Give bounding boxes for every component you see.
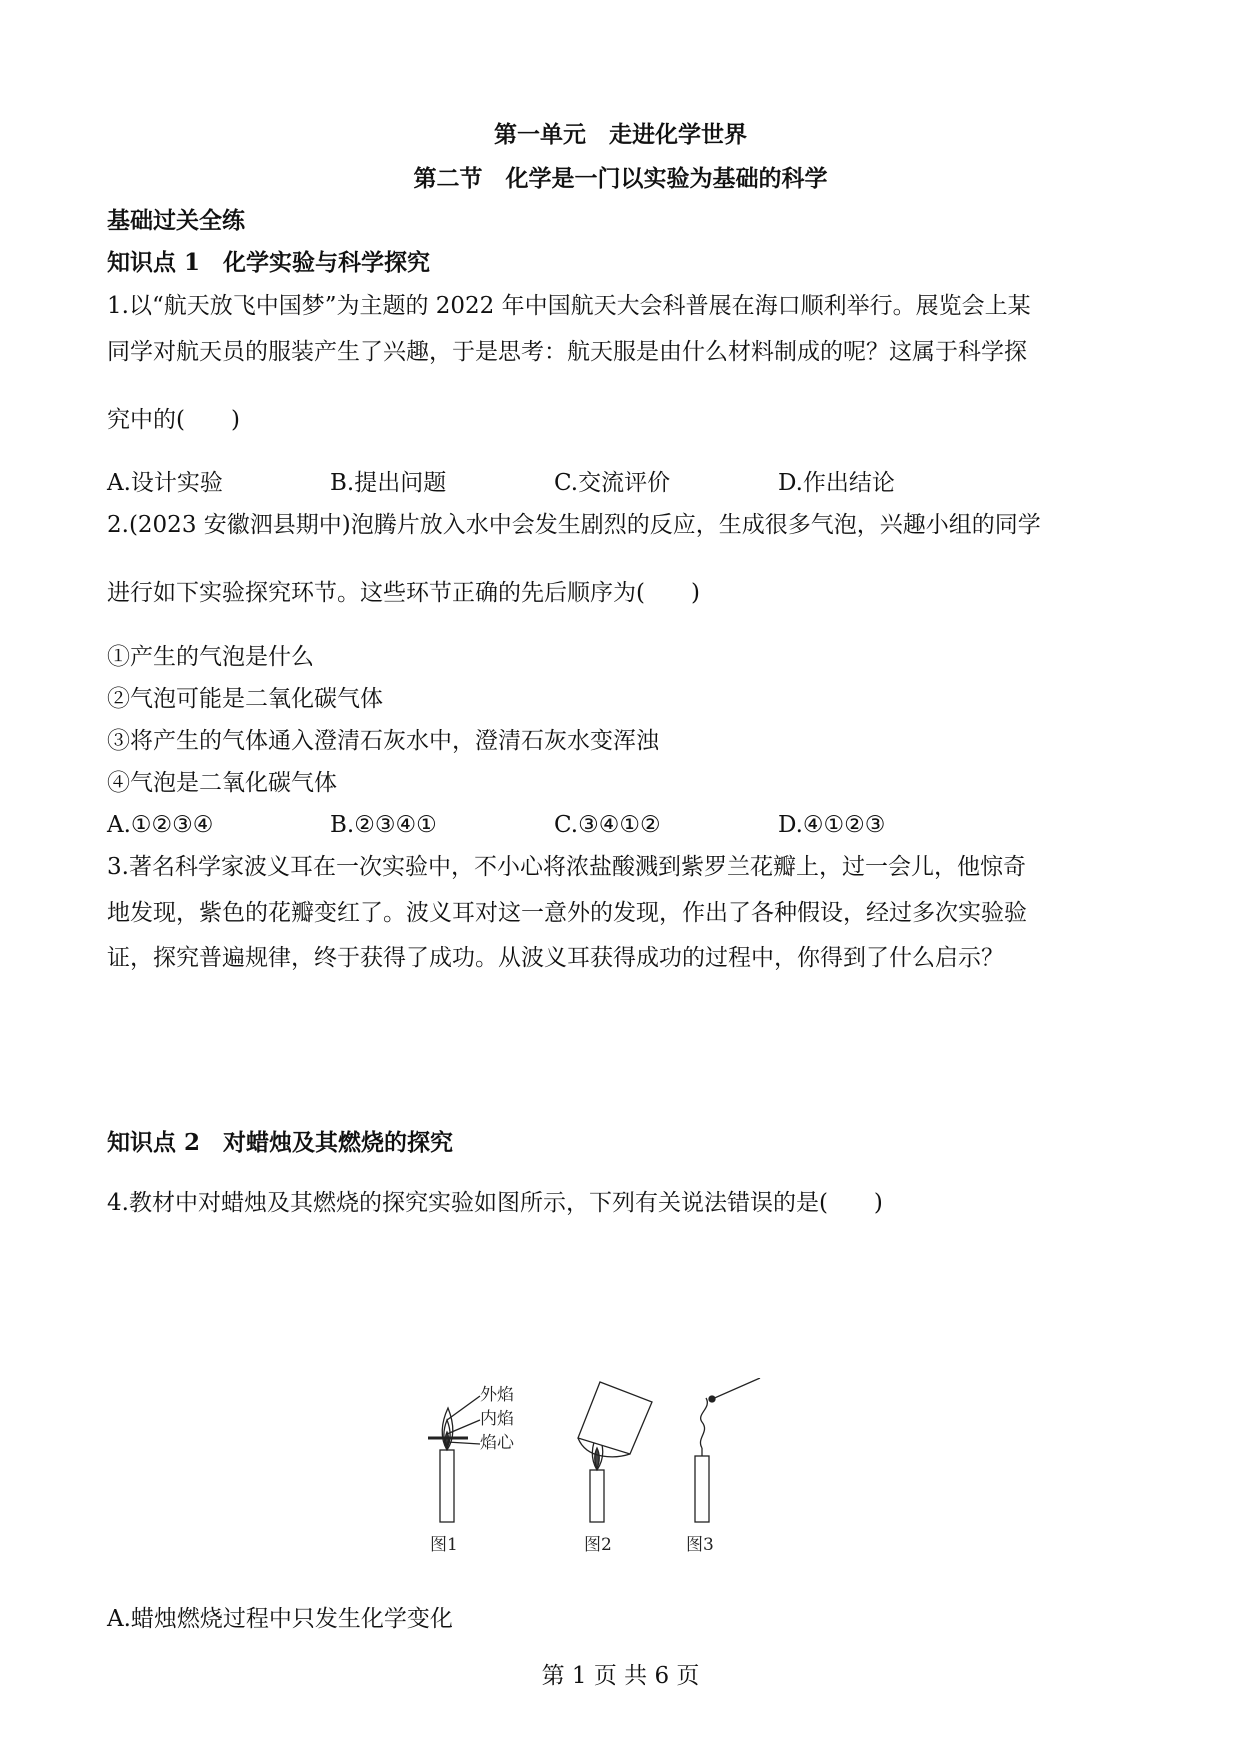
q1-option-b: B.提出问题 bbox=[330, 470, 447, 496]
q2-step-3: ③将产生的气体通入澄清石灰水中，澄清石灰水变浑浊 bbox=[107, 728, 659, 754]
q2-line-2: 进行如下实验探究环节。这些环节正确的先后顺序为( ) bbox=[107, 580, 700, 606]
q1-line-2: 同学对航天员的服装产生了兴趣，于是思考：航天服是由什么材料制成的呢？这属于科学探 bbox=[107, 339, 1027, 365]
q2-option-b: B.②③④① bbox=[330, 812, 437, 838]
caption-figure-3: 图3 bbox=[686, 1535, 714, 1555]
q2-option-d: D.④①②③ bbox=[778, 812, 886, 838]
q1-line-3: 究中的( ) bbox=[107, 407, 240, 433]
candle-1-illustration bbox=[428, 1396, 480, 1522]
q1-option-a: A.设计实验 bbox=[107, 470, 223, 496]
q3-line-1: 3.著名科学家波义耳在一次实验中，不小心将浓盐酸溅到紫罗兰花瓣上，过一会儿，他惊奇 bbox=[107, 854, 1026, 880]
knowledge-point-1: 知识点 1 化学实验与科学探究 bbox=[107, 249, 431, 276]
unit-title: 第一单元 走进化学世界 bbox=[494, 121, 747, 148]
q1-option-c: C.交流评价 bbox=[554, 470, 671, 496]
page-footer: 第 1 页 共 6 页 bbox=[541, 1663, 700, 1689]
q2-line-1: 2.(2023 安徽泗县期中)泡腾片放入水中会发生剧烈的反应，生成很多气泡，兴趣小组的同学 bbox=[107, 512, 1041, 538]
label-inner-flame: 内焰 bbox=[480, 1409, 514, 1429]
q2-option-c: C.③④①② bbox=[554, 812, 661, 838]
q1-option-d: D.作出结论 bbox=[778, 470, 895, 496]
q2-step-1: ①产生的气泡是什么 bbox=[107, 644, 314, 670]
caption-figure-2: 图2 bbox=[584, 1535, 612, 1555]
practice-title: 基础过关全练 bbox=[107, 207, 245, 234]
section-title: 第二节 化学是一门以实验为基础的科学 bbox=[413, 165, 828, 192]
q1-line-1: 1.以“航天放飞中国梦”为主题的 2022 年中国航天大会科普展在海口顺利举行。展览会上某 bbox=[107, 293, 1031, 319]
q4-line-1: 4.教材中对蜡烛及其燃烧的探究实验如图所示，下列有关说法错误的是( ) bbox=[107, 1190, 883, 1216]
q3-line-3: 证，探究普遍规律，终于获得了成功。从波义耳获得成功的过程中，你得到了什么启示？ bbox=[107, 945, 1004, 971]
caption-figure-1: 图1 bbox=[430, 1535, 458, 1555]
q3-line-2: 地发现，紫色的花瓣变红了。波义耳对这一意外的发现，作出了各种假设，经过多次实验验 bbox=[107, 900, 1027, 926]
q2-step-2: ②气泡可能是二氧化碳气体 bbox=[107, 686, 383, 712]
knowledge-point-2: 知识点 2 对蜡烛及其燃烧的探究 bbox=[107, 1129, 454, 1156]
q4-option-a: A.蜡烛燃烧过程中只发生化学变化 bbox=[107, 1606, 453, 1632]
candle-2-illustration bbox=[578, 1382, 652, 1522]
q2-option-a: A.①②③④ bbox=[107, 812, 214, 838]
q2-step-4: ④气泡是二氧化碳气体 bbox=[107, 770, 337, 796]
label-flame-core: 焰心 bbox=[480, 1433, 514, 1453]
label-outer-flame: 外焰 bbox=[480, 1385, 514, 1405]
candle-figure bbox=[420, 1378, 840, 1558]
candle-3-illustration bbox=[695, 1378, 760, 1522]
